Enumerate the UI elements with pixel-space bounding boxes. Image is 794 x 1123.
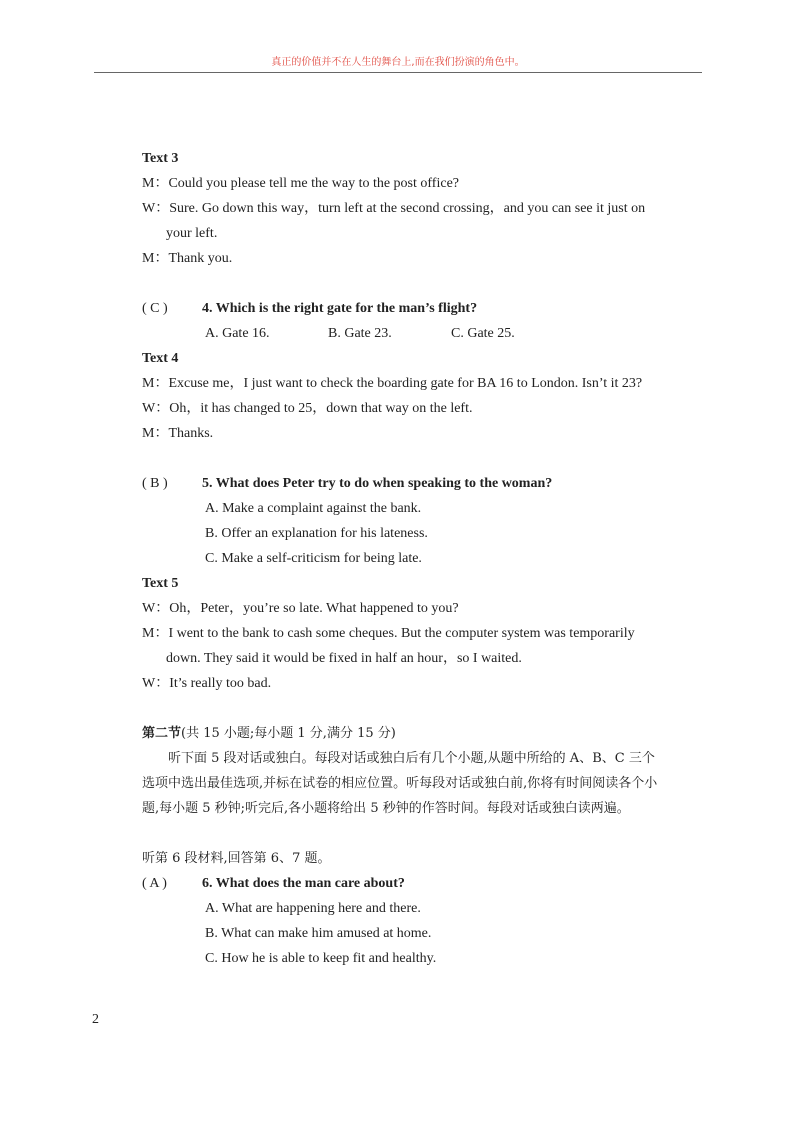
- document-body: [142, 146, 672, 971]
- material-6-note: 听第 6 段材料,回答第 6、7 题。: [142, 851, 331, 866]
- q5-option-a: A. Make a complaint against the bank.: [205, 501, 422, 516]
- answer-6: ( A ): [142, 876, 167, 891]
- page-number: 2: [92, 1012, 99, 1027]
- text4-line-3: M：Thanks.: [142, 426, 214, 441]
- spacer: [142, 271, 672, 296]
- text4-line-1: M：Excuse me，I just want to check the boarding gate for BA 16 to London. Isn’t it 23?: [142, 376, 643, 391]
- text4-line-2: W：Oh，it has changed to 25，down that way on the left.: [142, 401, 473, 416]
- header-quote: 真正的价值并不在人生的舞台上,而在我们扮演的角色中。: [271, 57, 525, 68]
- spacer: [142, 446, 672, 471]
- section-2-instructions: 听下面 5 段对话或独白。每段对话或独白后有几个小题,从题中所给的 A、B、C 三个选项中选出最佳选项,并标在试卷的相应位置。听每段对话或独白前,你将有时间阅读各个小题,每小题 5 秒钟;听完后,各小题将给出 5 秒钟的作答时间。每段对话或独白读两遍。: [142, 751, 658, 816]
- question-4-options: [142, 321, 672, 346]
- page-header: [94, 52, 702, 73]
- question-5: [142, 471, 672, 496]
- question-5-text: 5. What does Peter try to do when speaking to the woman?: [202, 476, 553, 491]
- text3-title: Text 3: [142, 151, 179, 166]
- q6-option-a: A. What are happening here and there.: [205, 901, 421, 916]
- text3-line-3: your left.: [166, 226, 218, 241]
- q4-option-b: B. Gate 23.: [328, 326, 392, 341]
- q5-option-c: C. Make a self-criticism for being late.: [205, 551, 422, 566]
- text3-line-2: W：Sure. Go down this way，turn left at the second crossing，and you can see it just on: [142, 201, 646, 216]
- text3-line-4: M：Thank you.: [142, 251, 233, 266]
- answer-4: ( C ): [142, 301, 168, 316]
- q4-option-a: A. Gate 16.: [205, 326, 270, 341]
- q6-option-c: C. How he is able to keep fit and healthy.: [205, 951, 437, 966]
- section-2-heading: [142, 721, 672, 746]
- text5-line-4: W：It’s really too bad.: [142, 676, 272, 691]
- question-6: [142, 871, 672, 896]
- text4-title: Text 4: [142, 351, 179, 366]
- text5-line-2: M：I went to the bank to cash some cheques. But the computer system was temporarily: [142, 626, 635, 641]
- text5-title: Text 5: [142, 576, 179, 591]
- text3-line-1: M：Could you please tell me the way to the post office?: [142, 176, 460, 191]
- text5-line-1: W：Oh，Peter，you’re so late. What happened to you?: [142, 601, 459, 616]
- section-2-scoring: (共 15 小题;每小题 1 分,满分 15 分): [181, 726, 396, 741]
- q4-option-c: C. Gate 25.: [451, 326, 515, 341]
- spacer: [142, 696, 672, 721]
- answer-5: ( B ): [142, 476, 168, 491]
- question-4-text: 4. Which is the right gate for the man’s flight?: [202, 301, 478, 316]
- question-6-text: 6. What does the man care about?: [202, 876, 405, 891]
- section-2-title: 第二节: [142, 726, 182, 741]
- q6-option-b: B. What can make him amused at home.: [205, 926, 432, 941]
- question-4: [142, 296, 672, 321]
- text5-line-3: down. They said it would be fixed in half an hour，so I waited.: [166, 651, 522, 666]
- spacer: [142, 821, 672, 846]
- q5-option-b: B. Offer an explanation for his lateness.: [205, 526, 428, 541]
